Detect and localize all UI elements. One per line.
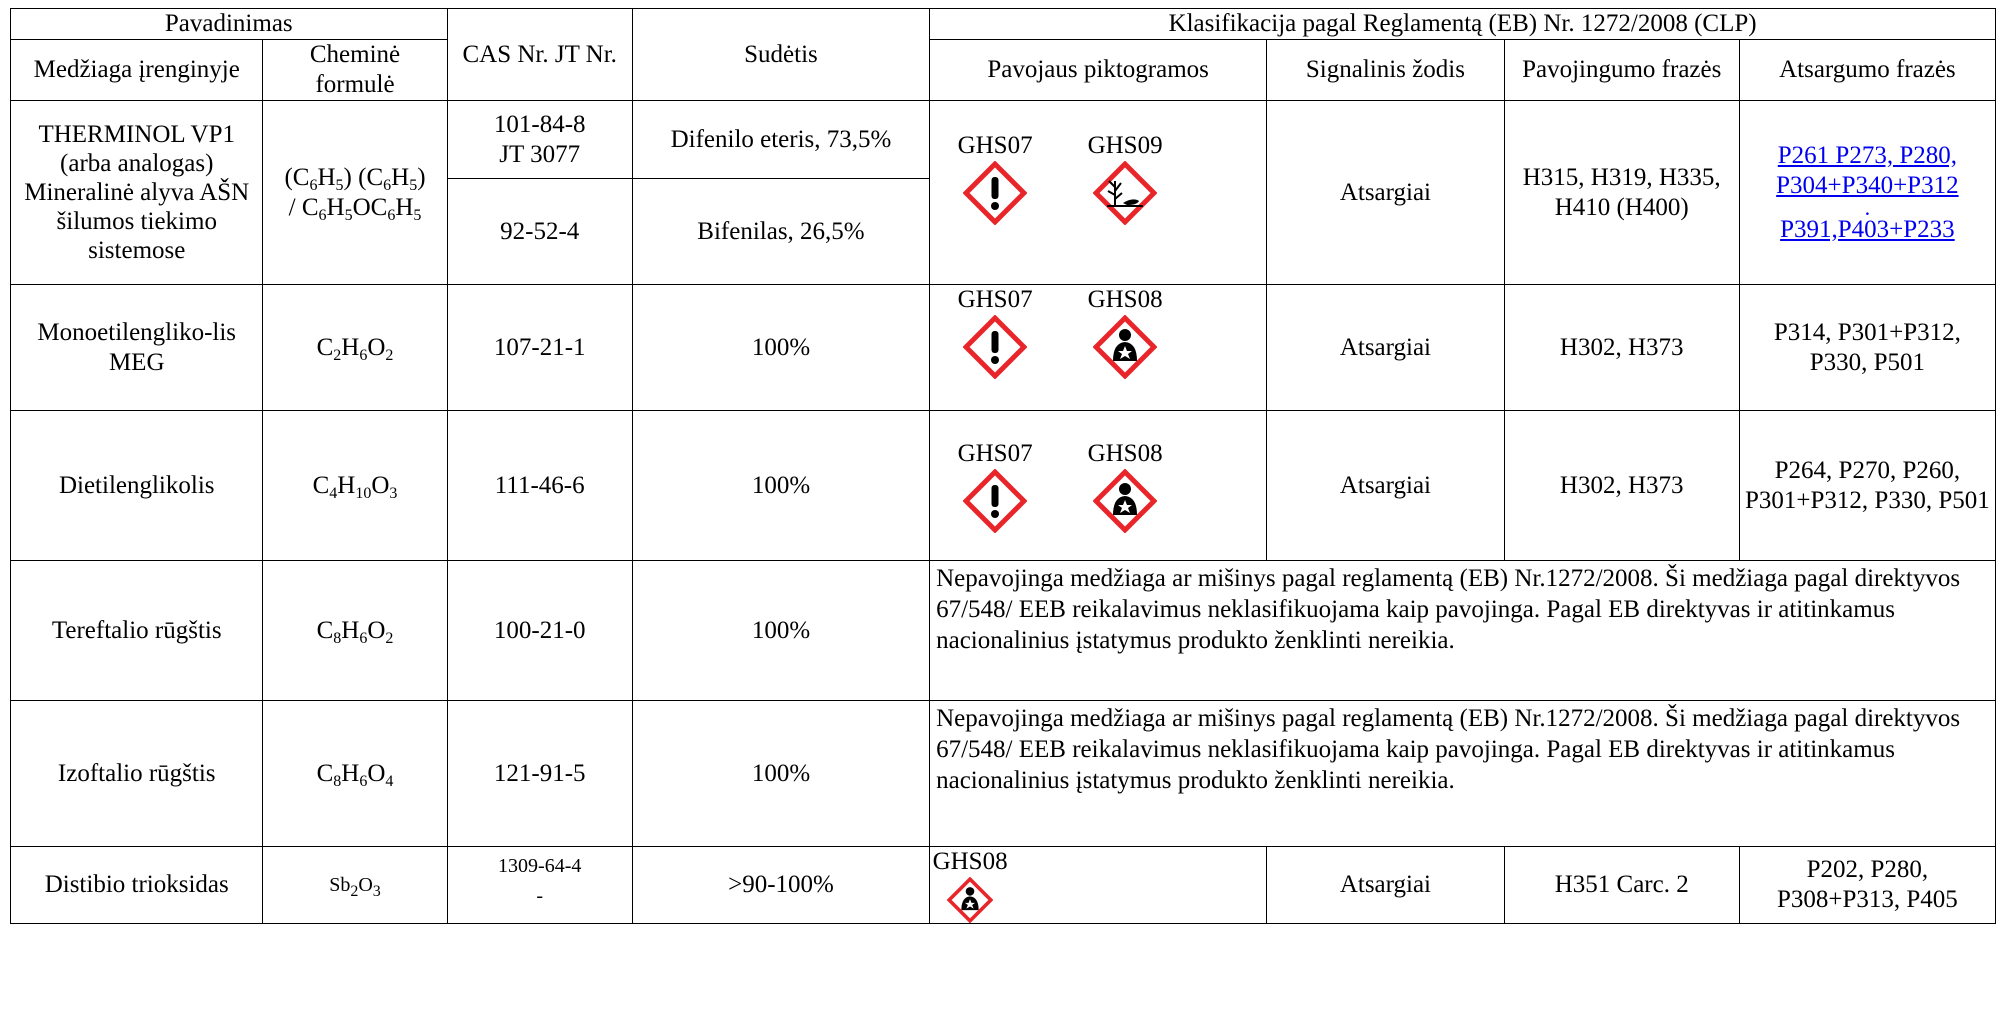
distibio-formula: $Sb_2O_3$ bbox=[263, 847, 447, 924]
tereftalio-name: Tereftalio rūgštis bbox=[11, 561, 263, 701]
picto-code: GHS08 bbox=[1087, 286, 1163, 313]
picto-code: GHS07 bbox=[957, 131, 1033, 159]
distibio-cas bbox=[447, 847, 632, 924]
exclamation-mark-icon bbox=[963, 469, 1027, 533]
picto-code: GHS07 bbox=[957, 286, 1033, 313]
tereftalio-formula: $C_8H_6O_2$ bbox=[263, 561, 447, 701]
ghs08-pictogram bbox=[1060, 285, 1190, 379]
therminol-signal: Atsargiai bbox=[1267, 101, 1505, 285]
header-pavadinimas: Pavadinimas bbox=[11, 9, 448, 40]
row-tereftalio bbox=[11, 561, 1996, 701]
therminol-precaution bbox=[1739, 101, 1995, 285]
ghs08-pictogram bbox=[1060, 439, 1190, 533]
deg-pictograms bbox=[930, 411, 1267, 561]
header-piktogramos: Pavojaus piktogramos bbox=[930, 40, 1267, 101]
header-pavojingumo: Pavojingumo frazės bbox=[1504, 40, 1739, 101]
deg-sudetis: 100% bbox=[632, 411, 929, 561]
exclamation-mark-icon bbox=[963, 315, 1027, 379]
precaution-link-2[interactable]: P391,P403+P233 bbox=[1780, 215, 1955, 243]
distibio-pictograms bbox=[930, 847, 1267, 924]
picto-code: GHS07 bbox=[957, 439, 1033, 467]
deg-cas: 111-46-6 bbox=[447, 411, 632, 561]
meg-name: Monoetilengliko-lis MEG bbox=[11, 285, 263, 411]
therminol-formula-a: $(C_6H_5)$ $(C_6H_5)$ bbox=[284, 163, 426, 194]
therminol-name: THERMINOL VP1 (arba analogas) Mineralinė alyva AŠN šilumos tiekimo sistemose bbox=[11, 101, 263, 285]
exclamation-mark-icon bbox=[963, 161, 1027, 225]
distibio-precaution: P202, P280, P308+P313, P405 bbox=[1739, 847, 1995, 924]
meg-signal: Atsargiai bbox=[1267, 285, 1505, 411]
header-row-2 bbox=[11, 40, 1996, 101]
picto-code: GHS09 bbox=[1087, 131, 1163, 159]
picto-code: GHS08 bbox=[1087, 439, 1163, 467]
distibio-signal: Atsargiai bbox=[1267, 847, 1505, 924]
deg-hazard: H302, H373 bbox=[1504, 411, 1739, 561]
meg-precaution: P314, P301+P312, P330, P501 bbox=[1739, 285, 1995, 411]
therminol-jt-1-value: JT 3077 bbox=[499, 140, 581, 168]
therminol-formula-b: / $C_6H_5OC_6H_5$ bbox=[288, 193, 422, 224]
izoftalio-name: Izoftalio rūgštis bbox=[11, 701, 263, 847]
therminol-cas-1 bbox=[447, 101, 632, 179]
row-therminol bbox=[11, 101, 1996, 179]
distibio-sudetis: >90-100% bbox=[632, 847, 929, 924]
izoftalio-sudetis: 100% bbox=[632, 701, 929, 847]
environment-hazard-icon bbox=[1093, 161, 1157, 225]
izoftalio-cas: 121-91-5 bbox=[447, 701, 632, 847]
ghs09-pictogram bbox=[1060, 131, 1190, 225]
therminol-cas-2: 92-52-4 bbox=[447, 179, 632, 285]
header-formule: Cheminė formulė bbox=[263, 40, 447, 101]
meg-sudetis: 100% bbox=[632, 285, 929, 411]
health-hazard-icon bbox=[1093, 315, 1157, 379]
deg-signal: Atsargiai bbox=[1267, 411, 1505, 561]
deg-formula: $C_4H_{10}O_3$ bbox=[263, 411, 447, 561]
ghs08-pictogram bbox=[930, 847, 1010, 923]
tereftalio-note: Nepavojinga medžiaga ar mišinys pagal reglamentą (EB) Nr.1272/2008. Ši medžiaga pagal direktyvos 67/548/ EEB reikalavimus neklasifikuojama kaip pavojinga. Pagal EB direktyvas ir atitinkamus nacionalinius įstatymus produkto ženklinti nereikia. bbox=[930, 561, 1996, 701]
health-hazard-icon bbox=[1093, 469, 1157, 533]
header-signalinis: Signalinis žodis bbox=[1267, 40, 1505, 101]
row-distibio bbox=[11, 847, 1996, 924]
deg-precaution: P264, P270, P260, P301+P312, P330, P501 bbox=[1739, 411, 1995, 561]
header-cas: CAS Nr. JT Nr. bbox=[447, 9, 632, 101]
distibio-cas-value: 1309-64-4 bbox=[498, 855, 582, 877]
row-meg bbox=[11, 285, 1996, 411]
precaution-link-1[interactable]: P261 P273, P280, P304+P340+P312 bbox=[1776, 141, 1959, 199]
distibio-hazard: H351 Carc. 2 bbox=[1504, 847, 1739, 924]
tereftalio-cas: 100-21-0 bbox=[447, 561, 632, 701]
therminol-sudetis-1: Difenilo eteris, 73,5% bbox=[632, 101, 929, 179]
izoftalio-formula: $C_8H_6O_4$ bbox=[263, 701, 447, 847]
ghs07-pictogram bbox=[930, 439, 1060, 533]
header-row-1 bbox=[11, 9, 1996, 40]
meg-pictograms bbox=[930, 285, 1267, 411]
ghs07-pictogram bbox=[930, 285, 1060, 379]
deg-name: Dietilenglikolis bbox=[11, 411, 263, 561]
header-atsargumo: Atsargumo frazės bbox=[1739, 40, 1995, 101]
row-izoftalio bbox=[11, 701, 1996, 847]
meg-hazard: H302, H373 bbox=[1504, 285, 1739, 411]
therminol-sudetis-2: Bifenilas, 26,5% bbox=[632, 179, 929, 285]
therminol-pictograms bbox=[930, 101, 1267, 285]
hazard-classification-table bbox=[10, 8, 1996, 924]
tereftalio-sudetis: 100% bbox=[632, 561, 929, 701]
row-deg bbox=[11, 411, 1996, 561]
header-sudetis: Sudėtis bbox=[632, 9, 929, 101]
izoftalio-note: Nepavojinga medžiaga ar mišinys pagal reglamentą (EB) Nr.1272/2008. Ši medžiaga pagal direktyvos 67/548/ EEB reikalavimus neklasifikuojama kaip pavojinga. Pagal EB direktyvas ir atitinkamus nacionalinius įstatymus produkto ženklinti nereikia. bbox=[930, 701, 1996, 847]
therminol-hazard: H315, H319, H335, H410 (H400) bbox=[1504, 101, 1739, 285]
dot-mark: . bbox=[1864, 194, 1871, 220]
picto-code: GHS08 bbox=[932, 848, 1008, 875]
header-medziaga: Medžiaga įrenginyje bbox=[11, 40, 263, 101]
header-klasifikacija: Klasifikacija pagal Reglamentą (EB) Nr. 1272/2008 (CLP) bbox=[930, 9, 1996, 40]
therminol-formula bbox=[263, 101, 447, 285]
ghs07-pictogram bbox=[930, 131, 1060, 225]
distibio-jt-value: - bbox=[536, 885, 544, 907]
therminol-cas-1-value: 101-84-8 bbox=[493, 110, 586, 138]
meg-cas: 107-21-1 bbox=[447, 285, 632, 411]
meg-formula: $C_2H_6O_2$ bbox=[263, 285, 447, 411]
health-hazard-icon bbox=[947, 877, 993, 923]
distibio-name: Distibio trioksidas bbox=[11, 847, 263, 924]
